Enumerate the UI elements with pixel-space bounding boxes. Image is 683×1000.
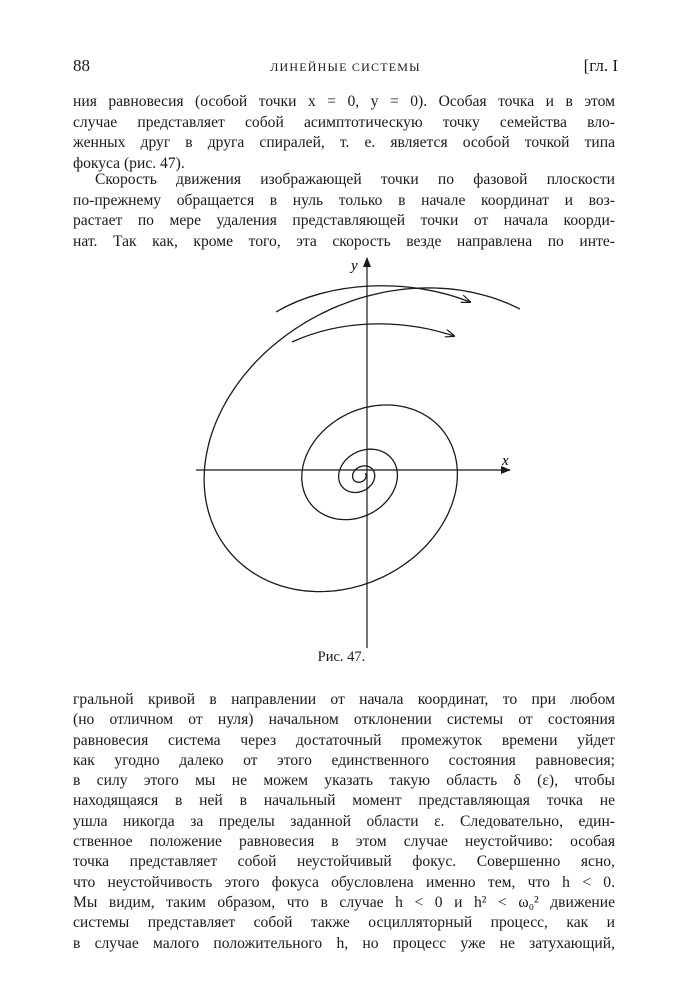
y-axis-label: y bbox=[351, 258, 358, 274]
text-line: нат. Так как, кроме того, эта скорость везде направлена по инте- bbox=[73, 232, 615, 250]
text-line: как угодно далеко от этого единственного состояния равновесия; bbox=[73, 751, 615, 769]
text-line: в случае малого положительного h, но процесс уже не затухающий, bbox=[73, 934, 615, 952]
text-line: Скорость движения изображающей точки по фазовой плоскости bbox=[95, 171, 615, 188]
text-line: ушла никогда за пределы заданной области ε. Следовательно, един- bbox=[73, 812, 615, 830]
spiral-trajectory bbox=[180, 250, 520, 650]
running-title: ЛИНЕЙНЫЕ СИСТЕМЫ bbox=[270, 60, 421, 74]
page-number: 88 bbox=[73, 56, 90, 75]
paragraph-2 bbox=[73, 170, 615, 252]
x-axis-label: x bbox=[502, 453, 509, 469]
text-line: ственное положение равновесия в этом случае неустойчиво: особая bbox=[73, 833, 615, 851]
text-line: системы представляет собой также осцилляторный процесс, как и bbox=[73, 914, 615, 932]
text-line: в силу этого мы не можем указать такую область δ (ε), чтобы bbox=[73, 772, 615, 790]
text-line: по-прежнему обращается в нуль только в начале координат и воз- bbox=[73, 191, 615, 209]
text-line: фокуса (рис. 47). bbox=[73, 154, 185, 172]
spiral-focus-figure bbox=[180, 250, 520, 650]
paragraph-3 bbox=[73, 690, 615, 954]
text-line: (но отличном от нуля) начальном отклонении системы от состояния bbox=[73, 711, 615, 729]
text-line: Мы видим, таким образом, что в случае h < 0 и h² < ω₀² движение bbox=[73, 893, 615, 911]
text-line: ния равновесия (особой точки x = 0, y = 0). Особая точка и в этом bbox=[73, 93, 615, 110]
chapter-reference: [гл. I bbox=[583, 56, 618, 75]
text-line: находящаяся в ней в начальный момент представляющая точка не bbox=[73, 792, 615, 810]
page-header bbox=[73, 56, 618, 78]
figure-caption: Рис. 47. bbox=[317, 649, 366, 665]
trajectory-arrow bbox=[276, 286, 470, 312]
text-line: женных друг в друга спиралей, т. е. является особой точкой типа bbox=[73, 134, 615, 151]
text-line: случае представляет собой асимптотическую точку семейства вло- bbox=[73, 113, 615, 131]
text-line: растает по мере удаления представляющей точки от начала коорди- bbox=[73, 212, 615, 229]
text-line: точка представляет собой неустойчивый фокус. Совершенно ясно, bbox=[73, 853, 615, 871]
trajectory-arrow bbox=[292, 324, 454, 342]
text-line: равновесия система через достаточный промежуток времени уйдет bbox=[73, 731, 615, 749]
text-line: что неустойчивость этого фокуса обусловлена именно тем, что h < 0. bbox=[73, 873, 615, 891]
paragraph-1 bbox=[73, 92, 615, 174]
text-line: гральной кривой в направлении от начала координат, то при любом bbox=[73, 691, 615, 708]
